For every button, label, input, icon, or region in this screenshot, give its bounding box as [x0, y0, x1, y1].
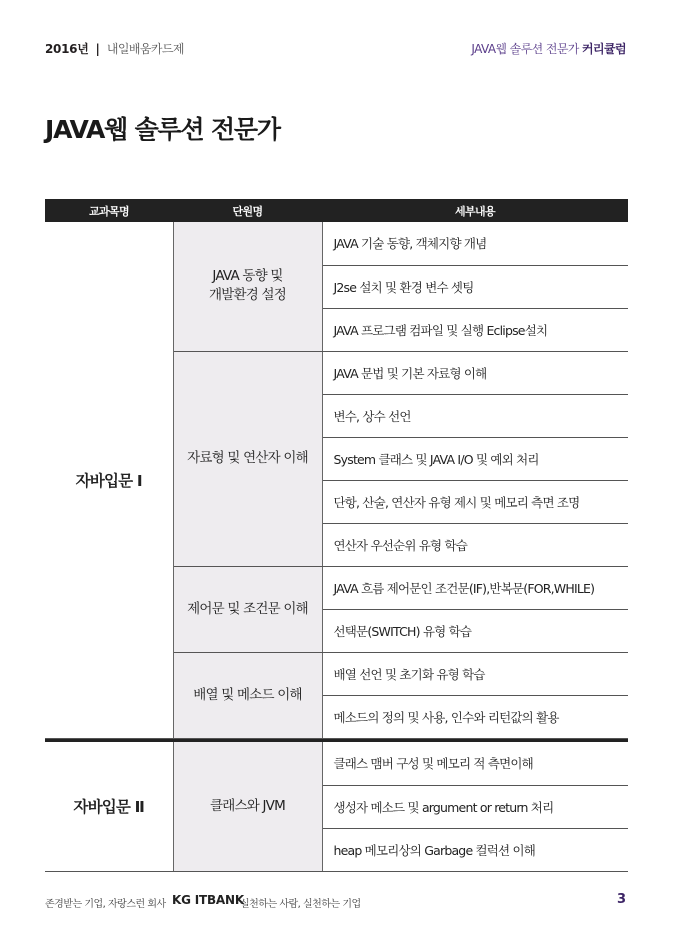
detail-cell: 배열 선언 및 초기화 유형 학습	[322, 652, 628, 695]
detail-cell: JAVA 프로그램 컴파일 및 실행 Eclipse설치	[322, 308, 628, 351]
detail-cell: 선택문(SWITCH) 유형 학습	[322, 609, 628, 652]
page-footer	[45, 893, 626, 911]
table-row	[45, 742, 628, 785]
page-title: JAVA웹 솔루션 전문가	[45, 115, 280, 144]
curriculum-table	[45, 199, 628, 872]
column-header-unit: 단원명	[173, 199, 322, 222]
unit-name-line: JAVA 동향 및	[212, 268, 283, 285]
unit-name: 클래스와 JVM	[173, 742, 322, 871]
detail-cell: heap 메모리상의 Garbage 컬럭션 이해	[322, 828, 628, 871]
unit-name: 자료형 및 연산자 이해	[173, 351, 322, 566]
header-card-program: 내일배움카드제	[106, 42, 184, 56]
unit-name: 제어문 및 조건문 이해	[173, 566, 322, 652]
table-header	[45, 199, 628, 222]
detail-cell: System 클래스 및 JAVA I/O 및 예외 처리	[322, 437, 628, 480]
detail-cell: J2se 설치 및 환경 변수 셋팅	[322, 265, 628, 308]
detail-cell: 단항, 산술, 연산자 유형 제시 및 메모리 측면 조명	[322, 480, 628, 523]
detail-cell: 연산자 우선순위 유형 학습	[322, 523, 628, 566]
unit-name	[173, 222, 322, 351]
table-body	[45, 222, 628, 871]
header-separator: |	[95, 41, 100, 56]
column-header-detail: 세부내용	[322, 199, 628, 222]
column-header-course: 교과목명	[45, 199, 173, 222]
header-curriculum: 커리큘럼	[582, 42, 626, 56]
course-name: 자바입문 Ⅱ	[45, 742, 173, 871]
detail-cell: 클래스 맴버 구성 및 메모리 적 측면이해	[322, 742, 628, 785]
header-course-label	[471, 40, 626, 57]
detail-cell: 생성자 메소드 및 argument or return 처리	[322, 785, 628, 828]
footer-brand-logo: KG ITBANK	[172, 893, 244, 907]
page-header	[45, 40, 626, 60]
detail-cell: JAVA 문법 및 기본 자료형 이해	[322, 351, 628, 394]
detail-cell: 변수, 상수 선언	[322, 394, 628, 437]
detail-cell: JAVA 흐름 제어문인 조건문(IF),반복문(FOR,WHILE)	[322, 566, 628, 609]
header-left	[45, 40, 184, 57]
course-name: 자바입문 Ⅰ	[45, 222, 173, 738]
unit-name-line: 개발환경 설정	[209, 287, 286, 304]
header-course-prefix: JAVA웹 솔루션 전문가	[471, 42, 579, 56]
footer-slogan: 실천하는 사람, 실천하는 기업	[240, 899, 361, 910]
detail-cell: JAVA 기술 동향, 객체지향 개념	[322, 222, 628, 265]
table-row	[45, 222, 628, 265]
unit-name: 배열 및 메소드 이해	[173, 652, 322, 738]
header-year: 2016년	[45, 42, 89, 56]
footer-motto: 존경받는 기업, 자랑스런 회사	[45, 899, 166, 910]
detail-cell: 메소드의 정의 및 사용, 인수와 리턴값의 활용	[322, 695, 628, 738]
page-number: 3	[616, 892, 626, 907]
